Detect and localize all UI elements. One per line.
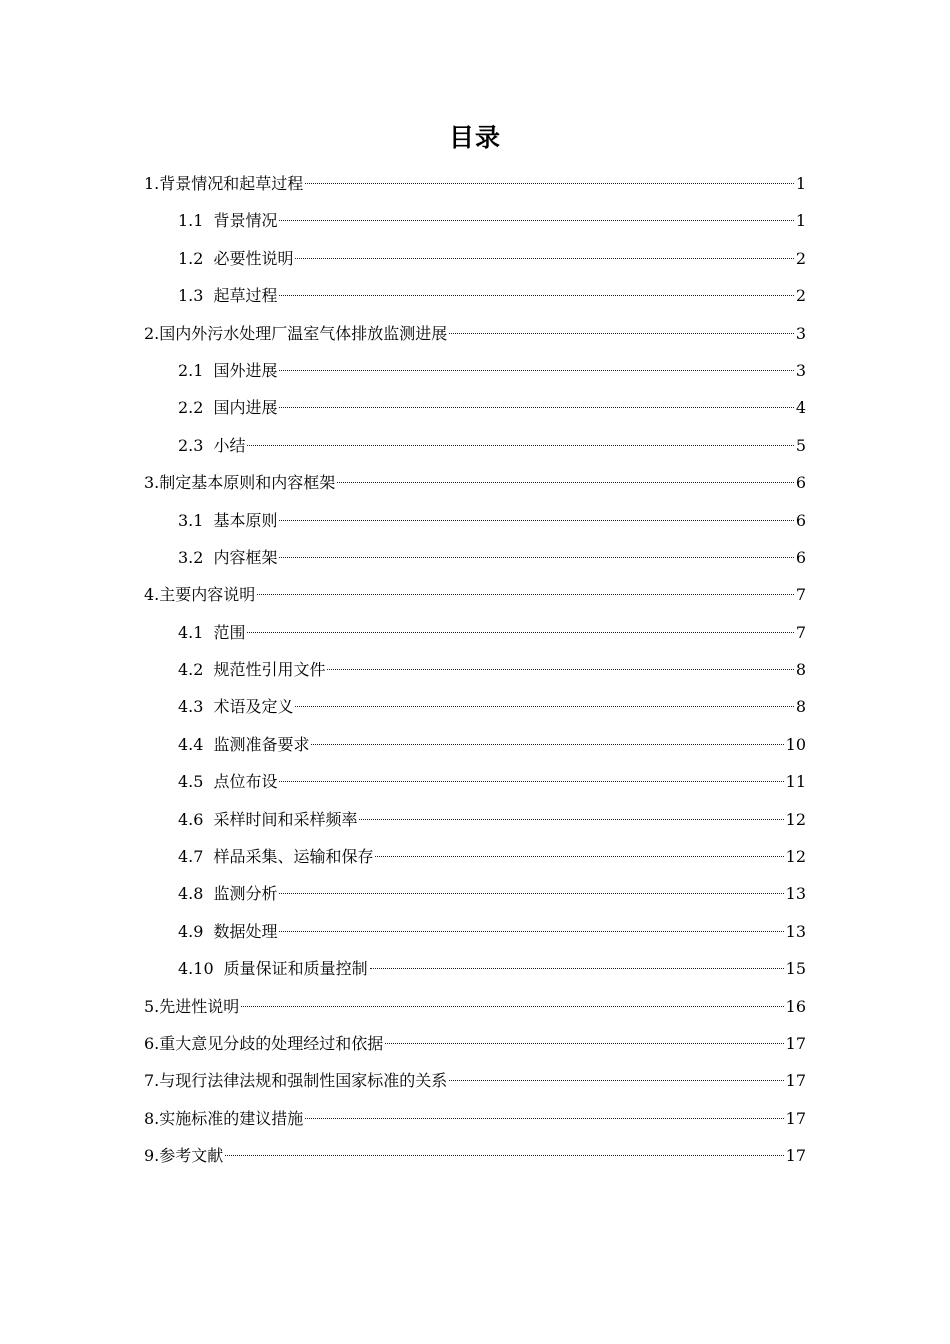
toc-entry-text	[144, 1100, 303, 1137]
toc-entry-text	[178, 913, 277, 950]
toc-entry-label: 内容框架	[213, 547, 278, 567]
toc-page-number: 15	[785, 959, 806, 979]
toc-entry[interactable]	[144, 875, 806, 912]
toc-entry[interactable]	[144, 838, 806, 875]
toc-dot-leader	[225, 1155, 783, 1156]
toc-entry-label: 国内进展	[213, 398, 278, 418]
toc-entry-number: 2.2	[178, 398, 204, 418]
toc-dot-leader	[370, 968, 784, 969]
toc-page-number: 8	[795, 697, 806, 717]
toc-entry-label: 样品采集、运输和保存	[213, 847, 374, 867]
toc-entry[interactable]	[144, 1137, 806, 1174]
toc-dot-leader	[279, 220, 793, 221]
toc-entry-text	[178, 651, 325, 688]
toc-entry-number: 4.10	[178, 959, 214, 979]
toc-dot-leader	[305, 1118, 783, 1119]
toc-dot-leader	[337, 482, 794, 483]
toc-entry[interactable]	[144, 726, 806, 763]
toc-entry-text	[178, 352, 277, 389]
toc-entry[interactable]	[144, 1100, 806, 1137]
toc-entry[interactable]	[144, 502, 806, 539]
toc-page-number: 12	[785, 809, 806, 829]
toc-dot-leader	[279, 893, 783, 894]
toc-page-number: 1	[795, 211, 806, 231]
toc-entry-text	[144, 1062, 447, 1099]
toc-entry-number: 1.	[144, 174, 160, 193]
toc-entry-label: 与现行法律法规和强制性国家标准的关系	[159, 1071, 448, 1091]
toc-entry-number: 2.	[144, 323, 160, 343]
toc-entry-text	[178, 277, 277, 314]
toc-dot-leader	[279, 520, 793, 521]
toc-entry[interactable]	[144, 240, 806, 277]
toc-entry-label: 范围	[213, 622, 246, 642]
toc-entry-label: 质量保证和质量控制	[223, 959, 368, 979]
toc-entry-number: 4.5	[178, 772, 204, 792]
toc-page-number: 17	[785, 1033, 806, 1053]
toc-page-number: 4	[795, 398, 806, 418]
toc-entry[interactable]	[144, 950, 806, 987]
toc-entry[interactable]	[144, 389, 806, 426]
toc-dot-leader	[295, 706, 793, 707]
toc-entry-label: 国内外污水处理厂温室气体排放监测进展	[159, 323, 448, 343]
toc-entry-label: 先进性说明	[159, 996, 240, 1016]
toc-page-number: 13	[785, 921, 806, 941]
toc-entry-number: 3.1	[178, 510, 204, 530]
toc-entry-number: 4.9	[178, 921, 204, 941]
toc-entry[interactable]	[144, 1062, 806, 1099]
toc-entry-text	[144, 315, 447, 352]
toc-list	[144, 165, 806, 1175]
toc-page-number: 13	[785, 884, 806, 904]
toc-entry-number: 4.3	[178, 697, 204, 717]
toc-entry-text	[144, 1137, 223, 1174]
toc-entry-text	[178, 427, 245, 464]
toc-dot-leader	[305, 183, 794, 184]
toc-page-number: 6	[795, 473, 806, 493]
toc-page-number: 3	[795, 360, 806, 380]
toc-entry-label: 参考文献	[159, 1146, 224, 1166]
toc-entry-number: 1.2	[178, 248, 204, 268]
toc-entry[interactable]	[144, 651, 806, 688]
toc-entry[interactable]	[144, 539, 806, 576]
toc-entry[interactable]	[144, 801, 806, 838]
toc-entry-text	[178, 688, 293, 725]
toc-page-number: 17	[785, 1108, 806, 1128]
toc-dot-leader	[327, 669, 793, 670]
toc-dot-leader	[241, 1006, 783, 1007]
toc-dot-leader	[279, 370, 793, 371]
toc-dot-leader	[295, 258, 793, 259]
toc-entry-number: 4.2	[178, 660, 204, 680]
toc-page-number: 17	[785, 1146, 806, 1166]
toc-page-number: 6	[795, 510, 806, 530]
toc-dot-leader	[359, 819, 783, 820]
toc-entry-text	[144, 464, 335, 501]
toc-entry-label: 监测准备要求	[213, 734, 310, 754]
toc-entry-text	[178, 726, 309, 763]
toc-entry[interactable]	[144, 277, 806, 314]
toc-entry-label: 起草过程	[213, 286, 278, 306]
toc-entry[interactable]	[144, 576, 806, 613]
toc-entry-label: 背景情况	[213, 211, 278, 231]
toc-entry[interactable]	[144, 1025, 806, 1062]
toc-dot-leader	[449, 333, 794, 334]
toc-entry-number: 3.	[144, 473, 160, 493]
toc-entry[interactable]	[144, 913, 806, 950]
toc-entry-number: 4.1	[178, 622, 204, 642]
toc-entry-text	[178, 763, 277, 800]
toc-page-number: 8	[795, 660, 806, 680]
toc-entry-number: 4.4	[178, 734, 204, 754]
toc-entry[interactable]	[144, 315, 806, 352]
toc-entry-label: 实施标准的建议措施	[159, 1108, 304, 1128]
toc-entry-text	[144, 1025, 383, 1062]
toc-dot-leader	[279, 295, 793, 296]
toc-page-number: 1	[795, 174, 806, 193]
toc-entry-text	[144, 165, 303, 202]
toc-dot-leader	[311, 744, 783, 745]
toc-page-number: 10	[785, 734, 806, 754]
toc-entry-label: 规范性引用文件	[213, 660, 326, 680]
toc-page-number: 5	[795, 435, 806, 455]
toc-dot-leader	[247, 632, 793, 633]
toc-dot-leader	[375, 856, 783, 857]
toc-entry-number: 4.8	[178, 884, 204, 904]
toc-entry-label: 点位布设	[213, 772, 278, 792]
toc-entry-number: 5.	[144, 996, 160, 1016]
toc-dot-leader	[449, 1080, 783, 1081]
toc-entry-text	[178, 202, 277, 239]
toc-page-number: 7	[795, 622, 806, 642]
toc-entry-text	[178, 838, 373, 875]
toc-entry-label: 必要性说明	[213, 248, 294, 268]
toc-dot-leader	[279, 931, 783, 932]
toc-page-number: 17	[785, 1071, 806, 1091]
toc-page-number: 12	[785, 847, 806, 867]
toc-entry-text	[178, 502, 277, 539]
toc-entry[interactable]	[144, 464, 806, 501]
toc-entry-text	[178, 539, 277, 576]
toc-entry[interactable]	[144, 352, 806, 389]
toc-entry-label: 主要内容说明	[159, 585, 256, 605]
toc-entry-label: 国外进展	[213, 360, 278, 380]
toc-dot-leader	[257, 594, 794, 595]
toc-entry-number: 3.2	[178, 547, 204, 567]
toc-dot-leader	[279, 407, 793, 408]
toc-entry-text	[178, 389, 277, 426]
toc-entry-label: 背景情况和起草过程	[159, 174, 304, 193]
toc-title: 目录	[448, 123, 501, 152]
toc-entry-text	[178, 875, 277, 912]
toc-entry-label: 采样时间和采样频率	[213, 809, 358, 829]
toc-page-number: 11	[785, 772, 806, 792]
toc-entry-number: 9.	[144, 1146, 160, 1166]
toc-entry-label: 监测分析	[213, 884, 278, 904]
toc-entry-number: 4.	[144, 585, 160, 605]
toc-entry-number: 4.6	[178, 809, 204, 829]
toc-entry[interactable]	[144, 988, 806, 1025]
toc-page-number: 7	[795, 585, 806, 605]
toc-entry[interactable]	[144, 165, 806, 202]
toc-entry-text	[178, 950, 368, 987]
toc-dot-leader	[279, 781, 783, 782]
toc-entry-label: 制定基本原则和内容框架	[159, 473, 336, 493]
toc-page-number: 6	[795, 547, 806, 567]
toc-entry-label: 数据处理	[213, 921, 278, 941]
toc-entry-number: 1.1	[178, 211, 204, 231]
toc-entry-number: 2.1	[178, 360, 204, 380]
toc-dot-leader	[247, 445, 793, 446]
toc-entry-number: 6.	[144, 1033, 160, 1053]
toc-entry-text	[178, 614, 245, 651]
toc-entry-label: 术语及定义	[213, 697, 294, 717]
toc-entry[interactable]	[144, 202, 806, 239]
toc-entry-label: 小结	[213, 435, 246, 455]
toc-entry[interactable]	[144, 427, 806, 464]
toc-entry-label: 重大意见分歧的处理经过和依据	[159, 1033, 384, 1053]
toc-page-number: 2	[795, 248, 806, 268]
toc-entry-text	[178, 240, 293, 277]
toc-entry-text	[178, 801, 357, 838]
toc-dot-leader	[279, 557, 793, 558]
toc-entry-number: 4.7	[178, 847, 204, 867]
toc-page-number: 3	[795, 323, 806, 343]
toc-page-number: 16	[785, 996, 806, 1016]
toc-entry[interactable]	[144, 614, 806, 651]
toc-entry[interactable]	[144, 763, 806, 800]
toc-entry[interactable]	[144, 688, 806, 725]
toc-entry-number: 8.	[144, 1108, 160, 1128]
toc-entry-number: 7.	[144, 1071, 160, 1091]
toc-entry-label: 基本原则	[213, 510, 278, 530]
toc-entry-text	[144, 576, 255, 613]
toc-page-number: 2	[795, 286, 806, 306]
toc-entry-text	[144, 988, 239, 1025]
toc-entry-number: 2.3	[178, 435, 204, 455]
toc-dot-leader	[385, 1043, 783, 1044]
toc-entry-number: 1.3	[178, 286, 204, 306]
